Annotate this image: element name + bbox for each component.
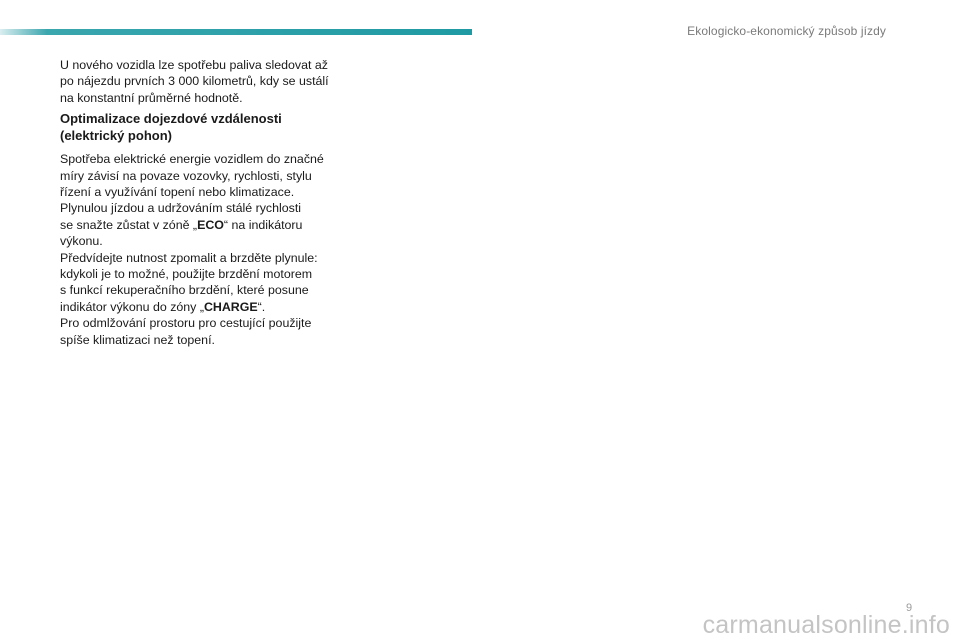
body-line: Plynulou jízdou a udržováním stálé rychlosti [60, 201, 302, 216]
eco-label: ECO [197, 217, 224, 232]
body-line: řízení a využívání topení nebo klimatizace. [60, 185, 295, 200]
body-line: s funkcí rekuperačního brzdění, které posune [60, 283, 309, 298]
intro-line: po nájezdu prvních 3 000 kilometrů, kdy se ustálí [60, 74, 329, 89]
body-line: kdykoli je to možné, použijte brzdění motorem [60, 267, 313, 282]
intro-line: na konstantní průměrné hodnotě. [60, 90, 243, 105]
body-line: spíše klimatizaci než topení. [60, 332, 215, 347]
accent-bar [0, 29, 472, 35]
body-line: výkonu. [60, 234, 103, 249]
watermark: carmanualsonline.info [702, 611, 950, 639]
section-heading-line: (elektrický pohon) [60, 127, 172, 143]
page-content [60, 57, 335, 348]
charge-label: CHARGE [203, 299, 258, 314]
intro-paragraph [60, 57, 335, 106]
body-line: Pro odmlžování prostoru pro cestující použijte [60, 316, 312, 331]
body-line: indikátor výkonu do zóny „ [60, 299, 204, 314]
body-line: Předvídejte nutnost zpomalit a brzděte plynule: [60, 250, 318, 265]
body-paragraph [60, 151, 335, 348]
page-number: 9 [906, 602, 913, 614]
running-header: Ekologicko-ekonomický způsob jízdy [687, 24, 886, 38]
body-line: se snažte zůstat v zóně „ [60, 217, 198, 232]
body-line: “. [257, 299, 266, 314]
body-line: Spotřeba elektrické energie vozidlem do značné [60, 152, 324, 167]
section-heading-line: Optimalizace dojezdové vzdálenosti [60, 111, 282, 127]
section-heading [60, 111, 335, 144]
body-line: “ na indikátoru [223, 217, 303, 232]
body-line: míry závisí na povaze vozovky, rychlosti, stylu [60, 168, 312, 183]
intro-line: U nového vozidla lze spotřebu paliva sledovat až [60, 58, 328, 72]
